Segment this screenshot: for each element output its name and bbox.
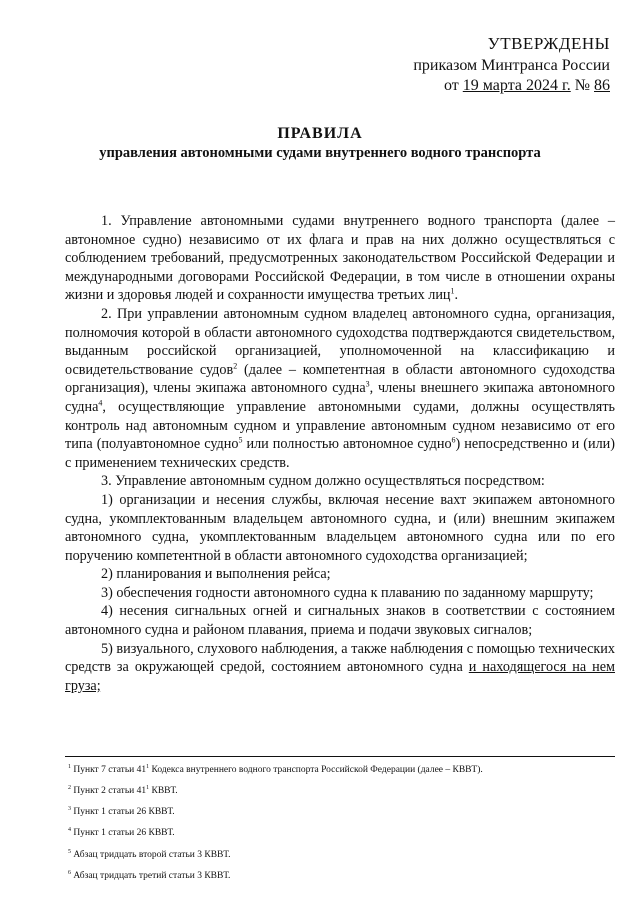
- footnote-6-number: 6: [68, 869, 71, 876]
- paragraph-2: [65, 305, 615, 472]
- footnote-2: [65, 782, 615, 797]
- list-item-5-underlined: и находящегося на нем груза;: [65, 659, 615, 694]
- paragraph-2-part-d: , осуществляющие управление автономными судами, должны осуществлять контроль над автономным судном и управление автономным судном независимо от его типа (полуавтономное судно: [65, 398, 615, 453]
- approval-number: 86: [594, 77, 610, 94]
- paragraph-2-part-b: (далее – компетентная в области автономного судоходства организация), члены экипажа автономного судна: [65, 361, 615, 397]
- footnote-ref-1: 1: [450, 286, 455, 296]
- footnote-ref-5: 5: [238, 435, 243, 445]
- footnote-5: [65, 846, 615, 861]
- list-item-2: 2) планирования и выполнения рейса;: [101, 566, 331, 583]
- footnote-ref-2: 2: [233, 361, 238, 371]
- document-title-block: [0, 124, 640, 163]
- footnotes: [65, 756, 615, 888]
- footnote-2-number: 2: [68, 785, 71, 792]
- footnote-ref-6: 6: [451, 435, 456, 445]
- footnote-5-number: 5: [68, 848, 71, 855]
- paragraph-2-part-c: , члены внешнего экипажа автономного судна: [65, 380, 615, 415]
- document-body: [65, 212, 615, 695]
- footnote-1-number: 1: [68, 764, 71, 770]
- paragraph-1-end: .: [454, 287, 459, 304]
- footnote-ref-3: 3: [365, 379, 370, 389]
- footnote-1-rest: Кодекса внутреннего водного транспорта Российской Федерации (далее – КВВТ).: [149, 765, 483, 776]
- approval-date-prefix: от: [444, 77, 463, 94]
- list-item-1: 1) организации и несения службы, включая несение вахт экипажем автономного судна, укомплектованным владельцем автономного судна, и (или) внешним экипажем автономного судна, укомплектованным владельцем автономного судна или по его поручению компетентной в области автономного судоходства организацией;: [65, 491, 615, 564]
- footnote-3-number: 3: [68, 806, 71, 813]
- approval-number-sign: №: [574, 77, 590, 94]
- footnote-ref-4: 4: [98, 398, 103, 408]
- list-item-3: 3) обеспечения годности автономного судна к плаванию по заданному маршруту;: [101, 584, 594, 601]
- paragraph-2-part-a: 2. При управлении автономным судном владелец автономного судна, организация, полномочия которой в области автономного судоходства подтверждаются свидетельством, выданным российской организацией, уполномоченной на классификацию и освидетельствование судов: [65, 305, 615, 378]
- paragraph-3: 3. Управление автономным судном должно осуществляться посредством:: [101, 473, 545, 490]
- footnote-6: [65, 867, 615, 882]
- paragraph-2-part-f: ) непосредственно и (или) с применением технических средств.: [65, 436, 615, 471]
- footnote-2-text: Пункт 2 статьи 41: [71, 786, 147, 797]
- footnote-2-rest: КВВТ.: [149, 786, 178, 797]
- footnote-3-text: Пункт 1 статьи 26 КВВТ.: [71, 807, 175, 818]
- footnote-1-text: Пункт 7 статьи 41: [71, 765, 147, 776]
- paragraph-1: [65, 212, 615, 305]
- paragraph-1-text: 1. Управление автономными судами внутреннего водного транспорта (далее – автономное судно) независимо от их флага и прав на них должно осуществляться с соблюдением требований, предусмотренных законодательством Российской Федерации и международными договорами Российской Федерации, в том числе в отношении охраны жизни и здоровья людей и сохранности имущества третьих лиц: [65, 213, 615, 304]
- approval-block: [413, 34, 610, 96]
- list-item-5: [65, 640, 615, 696]
- footnote-4-text: Пункт 1 статьи 26 КВВТ.: [71, 828, 175, 839]
- list-item-4: 4) несения сигнальных огней и сигнальных знаков в соответствии с состоянием автономного судна и районом плавания, приема и подачи звуковых сигналов;: [65, 603, 615, 639]
- paragraph-2-part-e: или полностью автономное судно: [242, 436, 452, 453]
- footnote-5-text: Абзац тридцать второй статьи 3 КВВТ.: [71, 849, 231, 860]
- approval-date-line: [413, 76, 610, 96]
- footnote-2-sup: 1: [146, 785, 150, 792]
- footnote-4-number: 4: [68, 827, 71, 834]
- footnote-1: [65, 761, 615, 776]
- approval-order-line: приказом Минтранса России: [413, 57, 610, 74]
- list-item-5-text: 5) визуального, слухового наблюдения, а также наблюдения с помощью технических средств за окружающей средой, состоянием автономного судна: [65, 640, 615, 676]
- footnote-4: [65, 824, 615, 839]
- footnote-1-sup: 1: [146, 764, 150, 770]
- footnote-6-text: Абзац тридцать третий статьи 3 КВВТ.: [71, 870, 231, 881]
- approval-date: 19 марта 2024 г.: [462, 77, 571, 94]
- document-title: ПРАВИЛА: [277, 125, 363, 142]
- approval-heading: УТВЕРЖДЕНЫ: [487, 34, 610, 53]
- footnote-3: [65, 803, 615, 818]
- document-subtitle: управления автономными судами внутреннего водного транспорта: [99, 145, 541, 161]
